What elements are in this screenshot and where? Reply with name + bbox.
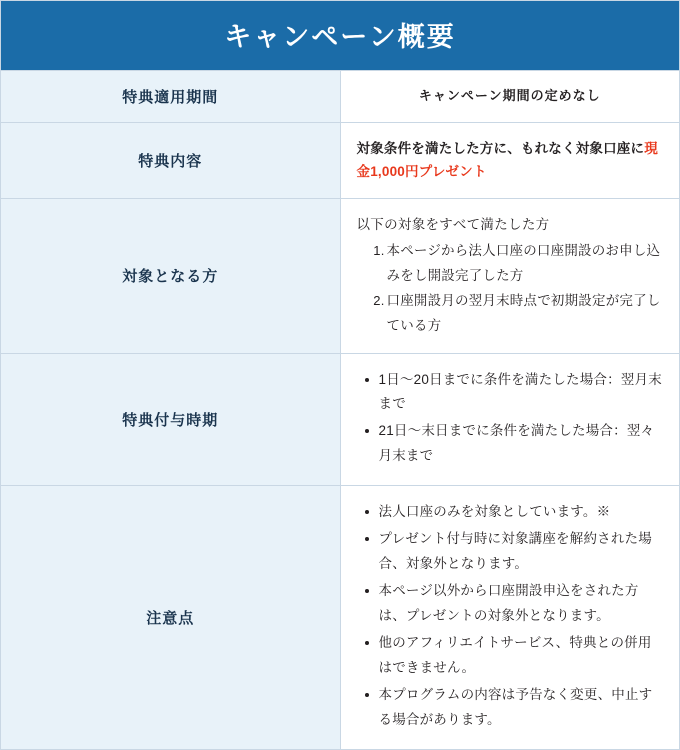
timing-list <box>357 368 664 470</box>
table-row <box>1 71 680 123</box>
list-item: 1日〜20日までに条件を満たした場合：翌月末まで <box>377 368 664 418</box>
list-item: 他のアフィリエイトサービス、特典との併用はできません。 <box>377 631 664 681</box>
list-item: 本ページ以外から口座開設申込をされた方は、プレゼントの対象外となります。 <box>377 579 664 629</box>
page-title: キャンペーン概要 <box>1 1 680 71</box>
table-header-row <box>1 1 680 71</box>
list-item: 法人口座のみを対象としています。※ <box>377 500 664 525</box>
list-item: 21日〜末日までに条件を満たした場合：翌々月末まで <box>377 419 664 469</box>
row-value-eligible <box>340 199 680 354</box>
eligible-list <box>357 239 664 339</box>
row-label-benefit: 特典内容 <box>1 122 341 198</box>
table-row <box>1 122 680 198</box>
row-value-notes <box>340 486 680 750</box>
row-label-timing: 特典付与時期 <box>1 353 341 486</box>
benefit-text: 対象条件を満たした方に、もれなく対象口座に <box>356 140 645 156</box>
row-label-notes: 注意点 <box>1 486 341 750</box>
list-item: 本ページから法人口座の口座開設のお申し込みをし開設完了した方 <box>386 242 661 283</box>
row-value-benefit <box>340 122 680 198</box>
notes-list <box>357 500 664 733</box>
benefit-line <box>357 137 664 184</box>
row-label-period: 特典適用期間 <box>1 71 341 123</box>
table-row <box>1 486 680 750</box>
list-item: 口座開設月の翌月末時点で初期設定が完了している方 <box>386 292 661 333</box>
table-row <box>1 199 680 354</box>
row-value-period: キャンペーン期間の定めなし <box>340 71 680 123</box>
row-value-timing <box>340 353 680 486</box>
benefit-highlight: 現金1,000円プレゼント <box>356 140 658 180</box>
list-item: 本プログラムの内容は予告なく変更、中止する場合があります。 <box>377 683 664 733</box>
table-row <box>1 353 680 486</box>
eligible-lead: 以下の対象をすべて満たした方 <box>356 217 550 232</box>
list-item: プレゼント付与時に対象講座を解約された場合、対象外となります。 <box>377 527 664 577</box>
row-label-eligible: 対象となる方 <box>1 199 341 354</box>
